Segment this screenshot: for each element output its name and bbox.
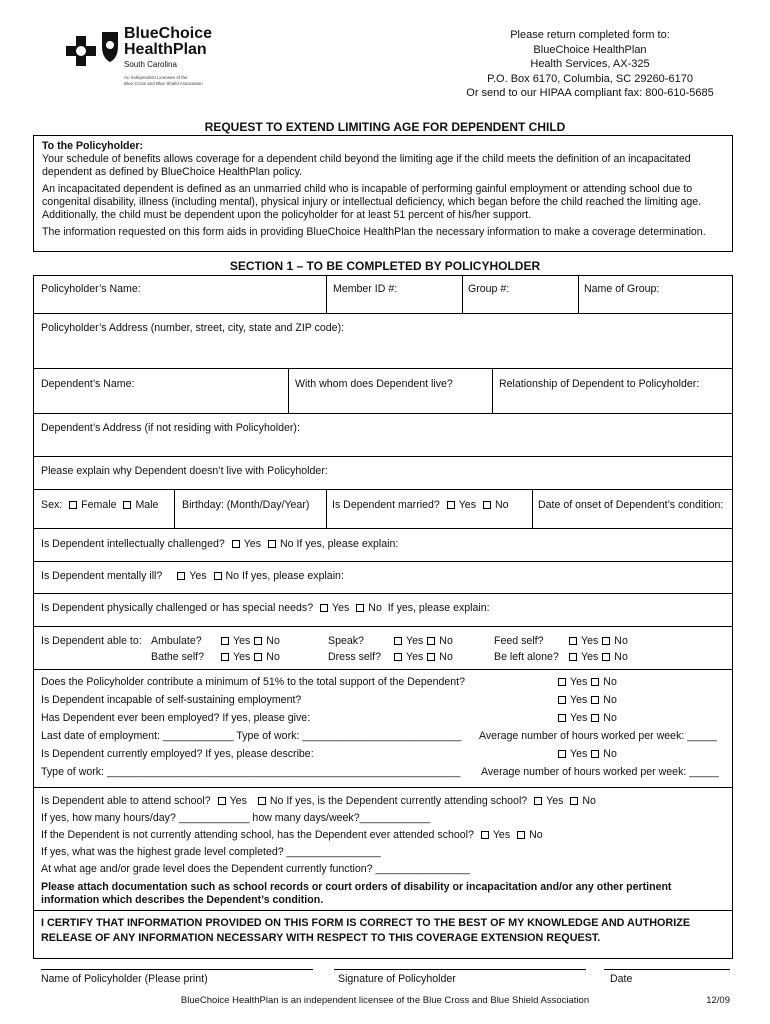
date-line[interactable] (604, 969, 730, 970)
row-divider (34, 561, 732, 562)
ever-employed-yes-checkbox[interactable] (558, 714, 566, 722)
col-divider (174, 489, 175, 528)
dress-label: Dress self? (328, 651, 381, 663)
feed-label: Feed self? (494, 635, 544, 647)
no-label: No (266, 651, 280, 663)
row-divider (34, 368, 732, 369)
yes-label: Yes (406, 651, 424, 663)
with-whom-label: With whom does Dependent live? (295, 378, 453, 390)
alone-yes-checkbox[interactable] (569, 653, 577, 661)
relationship-label: Relationship of Dependent to Policyholder: (499, 378, 700, 390)
support-no-checkbox[interactable] (591, 678, 599, 686)
no-label: No (603, 694, 617, 706)
alone-no-checkbox[interactable] (602, 653, 610, 661)
avg-hours-field[interactable]: Average number of hours worked per week: _____ (479, 730, 717, 742)
no-label: No (439, 635, 453, 647)
company-logo (62, 26, 212, 96)
avg-hours-field[interactable]: Average number of hours worked per week: _____ (481, 766, 719, 778)
brand-line1: BlueChoice (124, 25, 213, 42)
brand-region: South Carolina (124, 60, 177, 69)
no-label: No (439, 651, 453, 663)
mentally-no-checkbox[interactable] (214, 572, 222, 580)
revision-date: 12/09 (706, 995, 730, 1006)
explain-label: If yes, please explain: (296, 538, 399, 550)
type-work-field[interactable]: Type of work: ____________________________________________________________ (41, 766, 461, 778)
return-line: Please return completed form to: (510, 29, 670, 41)
ever-employed-no-checkbox[interactable] (591, 714, 599, 722)
ever-attended-question (41, 829, 543, 842)
mentally-label: Is Dependent mentally ill? (41, 570, 163, 582)
speak-no-checkbox[interactable] (427, 637, 435, 645)
intellectually-no-checkbox[interactable] (268, 540, 276, 548)
male-label: Male (135, 499, 159, 511)
yes-label: Yes (233, 651, 251, 663)
policyholder-address-label: Policyholder’s Address (number, street, city, state and ZIP code): (41, 322, 345, 334)
row-divider (34, 910, 732, 911)
no-label: No (269, 795, 284, 807)
intellectually-question (41, 538, 398, 551)
female-label: Female (81, 499, 117, 511)
yes-label: Yes (458, 499, 477, 511)
ever-attended-no-checkbox[interactable] (517, 831, 525, 839)
attend-school-question (41, 795, 596, 808)
ever-attended-label: If the Dependent is not currently attending school, has the Dependent ever attended school? (41, 829, 474, 841)
female-checkbox[interactable] (69, 501, 77, 509)
no-label: No (266, 635, 280, 647)
attend-school-no-checkbox[interactable] (258, 797, 266, 805)
yes-label: Yes (243, 538, 262, 550)
row-divider (34, 669, 732, 670)
feed-no-checkbox[interactable] (602, 637, 610, 645)
support-yes-checkbox[interactable] (558, 678, 566, 686)
bathe-yes-checkbox[interactable] (221, 653, 229, 661)
currently-attending-no-checkbox[interactable] (570, 797, 578, 805)
name-print-line[interactable] (41, 969, 313, 970)
currently-employed-options (554, 748, 617, 761)
row-divider (34, 489, 732, 490)
currently-employed-no-checkbox[interactable] (591, 750, 599, 758)
explain-label: If yes, please explain: (387, 602, 490, 614)
certification-text: I CERTIFY THAT INFORMATION PROVIDED ON THIS FORM IS CORRECT TO THE BEST OF MY KNOWLEDGE AND AUTHORIZE RELEASE OF ANY INFORMATION NECESSARY WITH RESPECT TO THIS COVERAGE EXTENSION REQUEST. (41, 917, 691, 944)
intro-paragraph: An incapacitated dependent is defined as an unmarried child who is incapable of performing gainful employment or attending school due to congenital disability, illness (including mental), physical injury or intellectual deficiency, which began before the child reached the limiting age. Additionally, the child must be dependent upon the policyholder for at least 51 percent of his/her support. (42, 183, 702, 221)
no-label: No (603, 676, 617, 688)
member-id-label: Member ID #: (333, 283, 398, 295)
intro-paragraph: Your schedule of benefits allows coverage for a dependent child beyond the limiting age if the child meets the definition of an incapacitated dependent as defined by BlueChoice HealthPlan policy. (42, 153, 691, 178)
last-date-field[interactable]: Last date of employment: ____________ Type of work: ___________________________ (41, 730, 462, 742)
intro-box (33, 135, 733, 252)
row-divider (34, 626, 732, 627)
bathe-options (217, 651, 280, 664)
function-level-field[interactable]: At what age and/or grade level does the Dependent currently function? ________________ (41, 863, 470, 875)
yes-label: Yes (233, 635, 251, 647)
row-divider (34, 313, 732, 314)
physically-label: Is Dependent physically challenged or has special needs? (41, 602, 314, 614)
no-label: No (529, 829, 543, 841)
yes-label: Yes (570, 748, 588, 760)
bathe-label: Bathe self? (151, 651, 205, 663)
alone-options (565, 651, 628, 664)
incapable-options (554, 694, 617, 707)
dependent-address-label: Dependent’s Address (if not residing with Policyholder): (41, 422, 300, 434)
row-divider (34, 413, 732, 414)
ever-employed-label: Has Dependent ever been employed? If yes, please give: (41, 712, 311, 724)
speak-options (390, 635, 453, 648)
group-name-label: Name of Group: (584, 283, 660, 295)
sex-label: Sex: (41, 499, 63, 511)
yes-label: Yes (332, 602, 350, 614)
yes-label: Yes (581, 635, 599, 647)
feed-options (565, 635, 628, 648)
married-label: Is Dependent married? (332, 499, 440, 511)
no-label: No (279, 538, 294, 550)
ever-attended-yes-checkbox[interactable] (481, 831, 489, 839)
no-label: No (614, 635, 628, 647)
explain-label: If yes, please explain: (242, 570, 344, 582)
yes-label: Yes (570, 676, 588, 688)
speak-yes-checkbox[interactable] (394, 637, 402, 645)
married-yes-checkbox[interactable] (447, 501, 455, 509)
onset-label: Date of onset of Dependent’s condition: (538, 499, 724, 511)
currently-employed-label: Is Dependent currently employed? If yes, please describe: (41, 748, 314, 760)
birthday-label: Birthday: (Month/Day/Year) (182, 499, 310, 511)
yes-label: Yes (229, 795, 247, 807)
no-label: No (368, 602, 382, 614)
yes-label: Yes (189, 570, 207, 582)
mentally-yes-checkbox[interactable] (177, 572, 185, 580)
bathe-no-checkbox[interactable] (254, 653, 262, 661)
name-print-label: Name of Policyholder (Please print) (41, 973, 208, 985)
return-line: Or send to our HIPAA compliant fax: 800-610-5685 (466, 87, 714, 99)
male-checkbox[interactable] (123, 501, 131, 509)
intro-paragraph: The information requested on this form aids in providing BlueChoice HealthPlan the necessary information to make a coverage determination. (42, 226, 706, 238)
yes-label: Yes (581, 651, 599, 663)
no-label: No (603, 748, 617, 760)
section1-form (33, 275, 733, 985)
yes-label: Yes (492, 829, 511, 841)
col-divider (578, 276, 579, 313)
currently-attending-label: If yes, is the Dependent currently attending school? (286, 795, 528, 807)
signature-line[interactable] (334, 969, 586, 970)
policyholder-name-label: Policyholder’s Name: (41, 283, 141, 295)
hours-day-field[interactable]: If yes, how many hours/day? ____________ how many days/week?____________ (41, 812, 431, 824)
brand-line2: HealthPlan (124, 41, 207, 58)
ambulate-no-checkbox[interactable] (254, 637, 262, 645)
dress-options (390, 651, 453, 664)
explain-not-live-label: Please explain why Dependent doesn’t live with Policyholder: (41, 465, 328, 477)
col-divider (492, 368, 493, 413)
able-to-label: Is Dependent able to: (41, 635, 142, 647)
currently-attending-yes-checkbox[interactable] (534, 797, 542, 805)
col-divider (288, 368, 289, 413)
attend-school-label: Is Dependent able to attend school? (41, 795, 211, 807)
ambulate-options (217, 635, 280, 648)
attend-school-yes-checkbox[interactable] (218, 797, 226, 805)
return-line: BlueChoice HealthPlan (533, 43, 647, 56)
group-number-label: Group #: (468, 283, 510, 295)
footer-text: BlueChoice HealthPlan is an independent licensee of the Blue Cross and Blue Shield Association (180, 995, 590, 1006)
incapable-yes-checkbox[interactable] (558, 696, 566, 704)
row-divider (34, 593, 732, 594)
intro-heading: To the Policyholder: (42, 140, 144, 152)
yes-label: Yes (570, 712, 588, 724)
intellectually-label: Is Dependent intellectually challenged? (41, 538, 225, 550)
no-label: No (494, 499, 509, 511)
sex-field (41, 499, 158, 512)
row-divider (34, 456, 732, 457)
ambulate-yes-checkbox[interactable] (221, 637, 229, 645)
intellectually-yes-checkbox[interactable] (232, 540, 240, 548)
date-label: Date (610, 973, 633, 985)
no-label: No (603, 712, 617, 724)
no-label: No (614, 651, 628, 663)
col-divider (326, 276, 327, 313)
dress-yes-checkbox[interactable] (394, 653, 402, 661)
row-divider (34, 528, 732, 529)
brand-tagline1: An Independent Licensee of the (124, 75, 188, 80)
ambulate-label: Ambulate? (151, 635, 202, 647)
signature-label: Signature of Policyholder (338, 973, 456, 985)
return-address (450, 28, 730, 101)
attach-note: Please attach documentation such as school records or court orders of disability or incapacitation and/or any other pertinent information which describes the Dependent’s condition. (41, 881, 672, 906)
married-no-checkbox[interactable] (483, 501, 491, 509)
incapable-no-checkbox[interactable] (591, 696, 599, 704)
return-line: P.O. Box 6170, Columbia, SC 29260-6170 (487, 72, 693, 85)
yes-label: Yes (546, 795, 564, 807)
dress-no-checkbox[interactable] (427, 653, 435, 661)
physically-question (41, 602, 490, 615)
no-label: No (225, 570, 240, 582)
yes-label: Yes (570, 694, 588, 706)
section1-title: SECTION 1 – TO BE COMPLETED BY POLICYHOLDER (229, 259, 541, 273)
form-title: REQUEST TO EXTEND LIMITING AGE FOR DEPENDENT CHILD (204, 120, 566, 134)
incapable-label: Is Dependent incapable of self-sustaining employment? (41, 694, 302, 706)
brand-tagline2: Blue Cross and Blue Shield Association (124, 81, 203, 86)
row-divider (34, 787, 732, 788)
ever-employed-options (554, 712, 617, 725)
yes-label: Yes (406, 635, 424, 647)
no-label: No (582, 795, 596, 807)
feed-yes-checkbox[interactable] (569, 637, 577, 645)
mentally-question (41, 570, 344, 583)
physically-no-checkbox[interactable] (356, 604, 364, 612)
col-divider (532, 489, 533, 528)
currently-employed-yes-checkbox[interactable] (558, 750, 566, 758)
highest-grade-field[interactable]: If yes, what was the highest grade level completed? ________________ (41, 846, 381, 858)
return-line: Health Services, AX-325 (530, 58, 650, 70)
col-divider (326, 489, 327, 528)
alone-label: Be left alone? (494, 651, 559, 663)
married-field (332, 499, 509, 512)
physically-yes-checkbox[interactable] (320, 604, 328, 612)
dependent-name-label: Dependent’s Name: (41, 378, 135, 390)
speak-label: Speak? (328, 635, 364, 647)
support-options (554, 676, 617, 689)
support-label: Does the Policyholder contribute a minimum of 51% to the total support of the Dependent? (41, 676, 465, 688)
col-divider (462, 276, 463, 313)
